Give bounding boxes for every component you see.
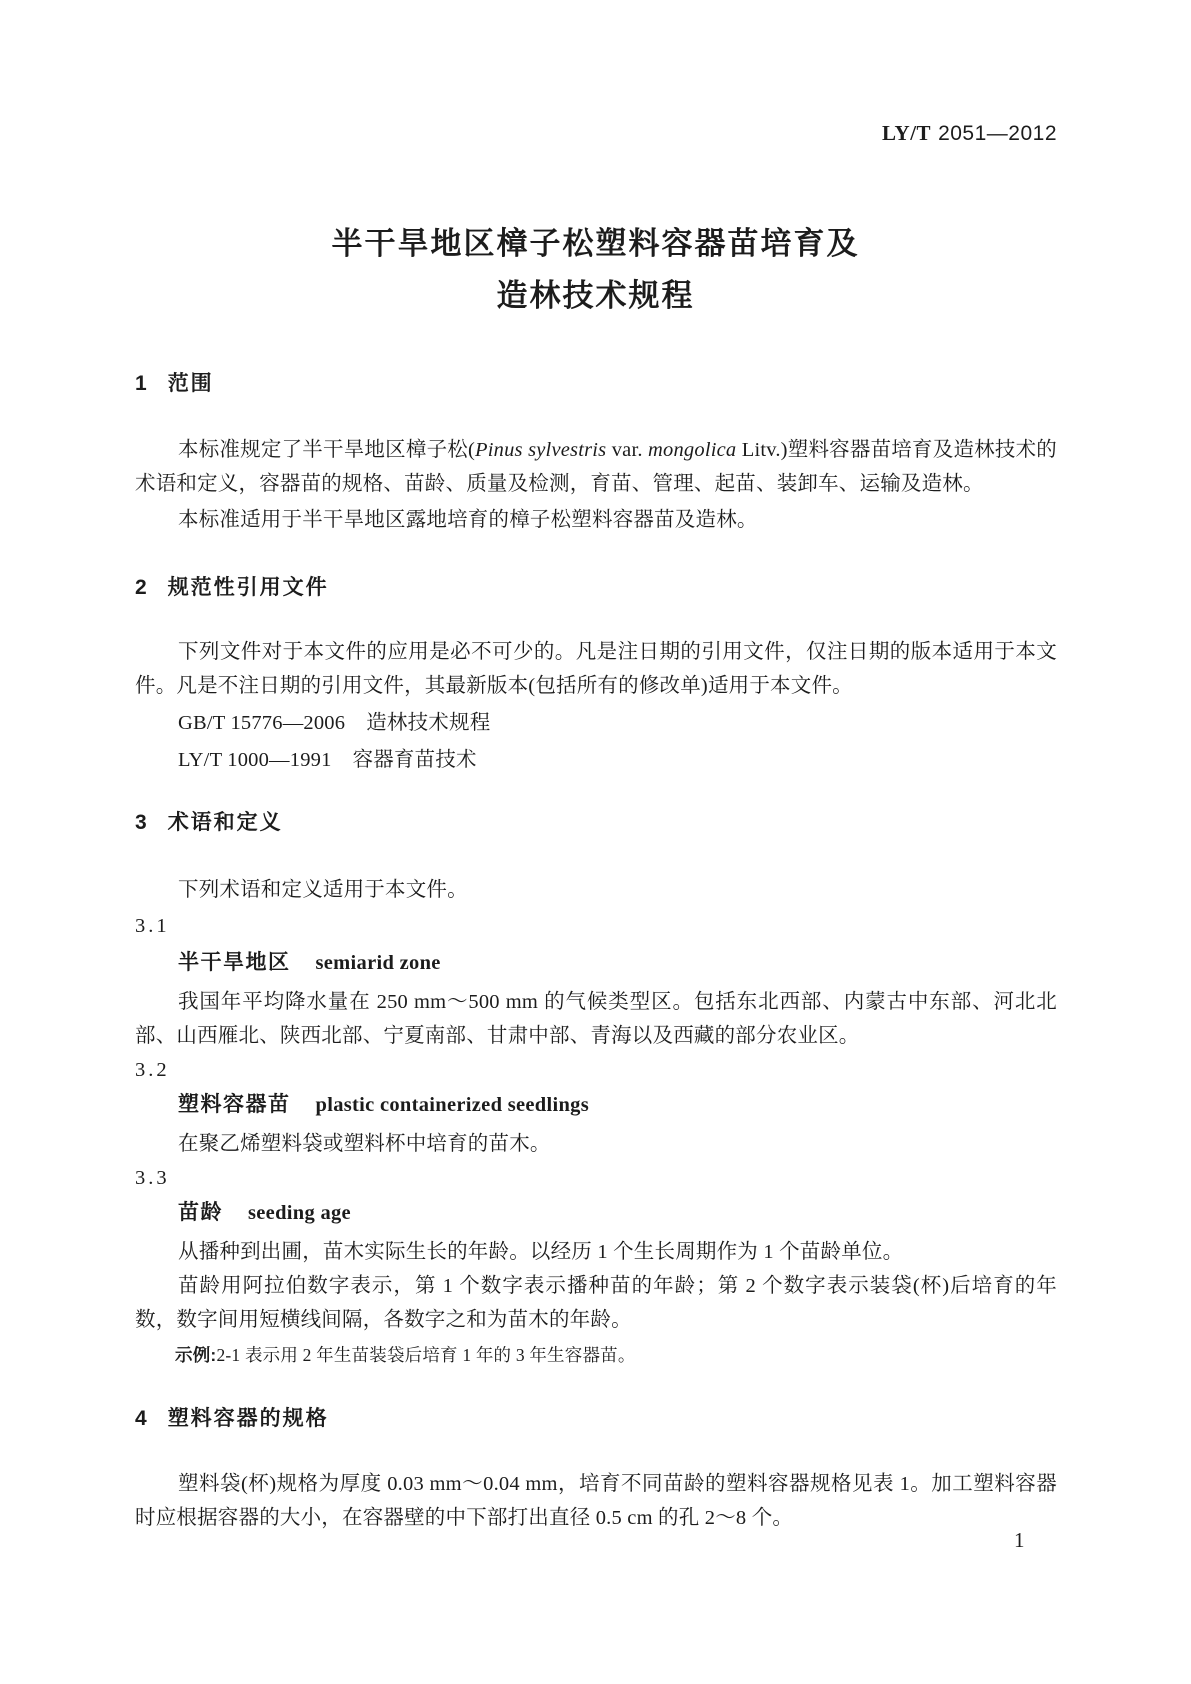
clause-3-heading <box>135 810 1057 836</box>
clause-2-heading <box>135 575 1057 601</box>
clause-1-scope-paragraph <box>135 433 1057 501</box>
species-latin-name: Pinus sylvestris <box>475 439 607 461</box>
clause-3-intro: 下列术语和定义适用于本文件。 <box>178 879 468 901</box>
scope-text-tail: Litv.)塑料容器苗培育及造林技术的术语和定义，容器苗的规格、苗龄、质量及检测，育苗、管理、起苗、装卸车、运输及造林。 <box>135 439 1057 495</box>
term-en: semiarid zone <box>315 952 441 974</box>
clause-1-applicability-paragraph: 本标准适用于半干旱地区露地培育的樟子松塑料容器苗及造林。 <box>178 509 758 531</box>
title-line-1: 半干旱地区樟子松塑料容器苗培育及 <box>331 226 860 261</box>
term-3-3-title <box>135 1196 1057 1232</box>
example-text: 2-1 表示用 2 年生苗装袋后培育 1 年的 3 年生容器苗。 <box>216 1345 636 1365</box>
reference-item <box>135 706 1057 740</box>
reference-code: GB/T 15776—2006 <box>178 712 346 734</box>
term-3-1-definition: 我国年平均降水量在 250 mm～500 mm 的气候类型区。包括东北西部、内蒙古中东部、河北北部、山西雁北、陕西北部、宁夏南部、甘肃中部、青海以及西藏的部分农业区。 <box>135 991 1057 1047</box>
term-zh: 半干旱地区 <box>178 951 291 974</box>
reference-name: 容器育苗技术 <box>352 749 477 771</box>
clause-1-heading <box>135 371 1057 397</box>
clause-title: 规范性引用文件 <box>167 576 329 599</box>
page-number: 1 <box>1014 1528 1025 1552</box>
clause-4-heading <box>135 1406 1057 1432</box>
standard-code-prefix: LY/T <box>881 121 932 145</box>
clause-number: 1 <box>135 372 147 395</box>
clause-2-intro-paragraph: 下列文件对于本文件的应用是必不可少的。凡是注日期的引用文件，仅注日期的版本适用于本文件。凡是不注日期的引用文件，其最新版本(包括所有的修改单)适用于本文件。 <box>135 641 1057 697</box>
clause-4-paragraph: 塑料袋(杯)规格为厚度 0.03 mm～0.04 mm，培育不同苗龄的塑料容器规格见表 1。加工塑料容器时应根据容器的大小，在容器壁的中下部打出直径 0.5 cm 的孔 2～8 个。 <box>135 1473 1057 1529</box>
reference-name: 造林技术规程 <box>366 712 491 734</box>
term-3-1-number: 3.1 <box>135 915 170 937</box>
term-en: seeding age <box>248 1202 351 1224</box>
reference-code: LY/T 1000—1991 <box>178 749 332 771</box>
example-line <box>135 1340 1057 1370</box>
standard-code-number: 2051—2012 <box>938 122 1057 145</box>
clause-number: 2 <box>135 576 147 599</box>
species-latin-variety: mongolica <box>648 439 737 461</box>
clause-number: 3 <box>135 811 147 834</box>
clause-title: 范围 <box>167 372 214 395</box>
term-3-2-title <box>135 1088 1057 1124</box>
term-3-3-definition-2: 苗龄用阿拉伯数字表示，第 1 个数字表示播种苗的年龄；第 2 个数字表示装袋(杯)后培育的年数，数字间用短横线间隔，各数字之和为苗木的年龄。 <box>135 1275 1057 1331</box>
scope-text-var: var. <box>606 439 649 461</box>
term-en: plastic containerized seedlings <box>315 1094 590 1116</box>
document-body <box>135 0 1057 1535</box>
scope-text-lead: 本标准规定了半干旱地区樟子松( <box>178 439 476 461</box>
reference-item <box>135 743 1057 777</box>
term-3-3-number: 3.3 <box>135 1167 170 1189</box>
clause-title: 术语和定义 <box>167 811 283 834</box>
example-label: 示例: <box>175 1345 217 1365</box>
term-3-2-number: 3.2 <box>135 1059 170 1081</box>
clause-title: 塑料容器的规格 <box>167 1407 329 1430</box>
clause-number: 4 <box>135 1407 147 1430</box>
term-3-3-definition: 从播种到出圃，苗木实际生长的年龄。以经历 1 个生长周期作为 1 个苗龄单位。 <box>178 1241 904 1263</box>
term-zh: 塑料容器苗 <box>178 1093 291 1116</box>
title-line-2: 造林技术规程 <box>496 278 695 313</box>
term-zh: 苗龄 <box>178 1201 223 1224</box>
term-3-2-definition: 在聚乙烯塑料袋或塑料杯中培育的苗木。 <box>178 1133 551 1155</box>
term-3-1-title <box>135 946 1057 982</box>
